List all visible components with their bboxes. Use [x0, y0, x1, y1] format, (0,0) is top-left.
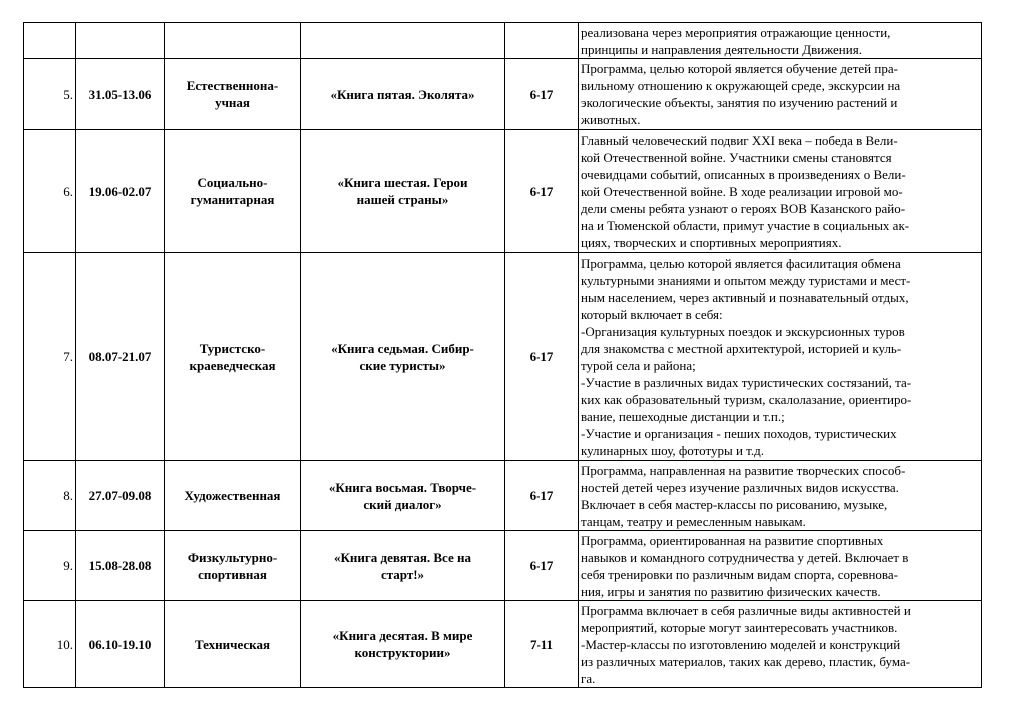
description-line: Программа, ориентированная на развитие спортивных — [581, 532, 884, 548]
book-title-cell — [301, 253, 505, 461]
direction-line: Физкультурно- — [187, 549, 278, 565]
book-title-line: «Книга пятая. Эколята» — [330, 86, 475, 102]
direction-line: гуманитарная — [190, 192, 275, 207]
row-number — [24, 253, 76, 461]
description-line: турой села и района; — [581, 357, 696, 373]
description-line: кой Отечественной войне. Участники смены становятся — [581, 149, 892, 165]
description-line: дели смены ребята узнают о героях ВОВ Казанского райо- — [581, 200, 906, 216]
direction-cell — [165, 23, 301, 59]
book-title-cell — [301, 531, 505, 601]
book-title-line: нашей страны» — [356, 192, 449, 207]
direction-cell — [165, 59, 301, 130]
age-range-text: 6-17 — [529, 488, 554, 503]
description-line: реализована через мероприятия отражающие ценности, — [581, 24, 891, 40]
table-row — [24, 461, 982, 531]
row-number-text: 5. — [63, 86, 73, 102]
description-line: навыков и командного сотрудничества у детей. Включает в — [581, 549, 909, 565]
table-row — [24, 601, 982, 688]
description-line: из различных материалов, таких как дерево, пластик, бума- — [581, 653, 911, 669]
book-title-cell — [301, 601, 505, 688]
description-line: -Организация культурных поездок и экскурсионных туров — [581, 323, 905, 339]
direction-cell — [165, 253, 301, 461]
age-range — [505, 130, 579, 253]
shift-dates-text: 15.08-28.08 — [88, 558, 152, 573]
shift-dates — [76, 253, 165, 461]
book-title-line: «Книга шестая. Герои — [337, 175, 468, 190]
age-range-text: 7-11 — [529, 636, 554, 652]
shift-dates — [76, 59, 165, 130]
description-line: культурными знаниями и опытом между туристами и мест- — [581, 272, 911, 288]
age-range-text: 6-17 — [529, 183, 554, 199]
age-range — [505, 23, 579, 59]
row-number-text: 10. — [56, 636, 73, 652]
shift-dates — [76, 23, 165, 59]
description-cell — [579, 23, 982, 59]
description-line: Включает в себя мастер-классы по рисованию, музыке, — [581, 496, 888, 512]
description-line: ностей детей через изучение различных видов искусства. — [581, 479, 899, 495]
age-range-text: 6-17 — [529, 349, 554, 364]
book-title-cell — [301, 130, 505, 253]
description-line: танцам, театру и ремесленным навыкам. — [581, 513, 806, 529]
description-line: Главный человеческий подвиг XXI века – победа в Вели- — [581, 132, 898, 148]
book-title-line: «Книга девятая. Все на — [334, 549, 471, 565]
age-range — [505, 461, 579, 531]
shift-dates — [76, 601, 165, 688]
direction-line: Туристско- — [199, 340, 266, 356]
description-line: циях, творческих и спортивных мероприятиях. — [581, 234, 842, 250]
row-number-text: 7. — [63, 349, 73, 364]
row-number-text: 6. — [63, 183, 73, 199]
direction-cell — [165, 130, 301, 253]
description-line: мероприятий, которые могут заинтересовать участников. — [581, 619, 898, 635]
shift-dates — [76, 461, 165, 531]
row-number — [24, 461, 76, 531]
description-line: для знакомства с местной архитектурой, историей и куль- — [581, 340, 902, 356]
age-range — [505, 601, 579, 688]
direction-cell — [165, 461, 301, 531]
table-row — [24, 59, 982, 130]
direction-line: спортивная — [198, 566, 267, 582]
direction-line: краеведческая — [189, 357, 276, 373]
book-title-cell — [301, 23, 505, 59]
book-title-cell — [301, 59, 505, 130]
shift-dates — [76, 531, 165, 601]
description-line: ным населением, через активный и познавательный отдых, — [581, 289, 909, 305]
description-cell — [579, 130, 982, 253]
description-line: себя тренировки по различным видам спорта, соревнова- — [581, 566, 898, 582]
description-line: животных. — [581, 112, 641, 127]
shift-dates-text: 27.07-09.08 — [88, 488, 152, 503]
table-row — [24, 531, 982, 601]
description-line: вание, пешеходные дистанции и т.п.; — [581, 408, 785, 424]
description-line: очевидцами событий, описанных в произведениях о Вели- — [581, 166, 906, 182]
description-line: принципы и направления деятельности Движения. — [581, 41, 862, 57]
book-title-line: «Книга седьмая. Сибир- — [331, 340, 474, 356]
description-cell — [579, 59, 982, 130]
description-line: вильному отношению к окружающей среде, экскурсии на — [581, 78, 901, 93]
direction-line: Естественнона- — [186, 78, 279, 93]
description-cell — [579, 601, 982, 688]
description-cell — [579, 253, 982, 461]
row-number-text: 8. — [63, 488, 73, 503]
description-line: ния, игры и занятия по развитию физических качеств. — [581, 583, 881, 599]
shift-dates-text: 08.07-21.07 — [88, 349, 152, 364]
table-row — [24, 130, 982, 253]
book-title-cell — [301, 461, 505, 531]
book-title-line: ские туристы» — [359, 357, 446, 373]
row-number — [24, 59, 76, 130]
row-number — [24, 531, 76, 601]
row-number — [24, 601, 76, 688]
description-line: -Участие в различных видах туристических состязаний, та- — [581, 374, 912, 390]
description-cell — [579, 461, 982, 531]
book-title-line: «Книга восьмая. Творче- — [328, 479, 477, 495]
program-table — [23, 22, 982, 688]
row-number-text: 9. — [63, 558, 73, 573]
shift-dates — [76, 130, 165, 253]
description-line: -Мастер-классы по изготовлению моделей и конструкций — [581, 636, 901, 652]
direction-line: Техническая — [194, 636, 271, 652]
age-range-text: 6-17 — [529, 86, 554, 102]
book-title-line: конструктории» — [354, 645, 451, 660]
table-row — [24, 23, 982, 59]
description-line: экологические объекты, занятия по изучению растений и — [581, 95, 898, 110]
description-line: Программа, направленная на развитие творческих способ- — [581, 462, 906, 478]
direction-line: учная — [215, 95, 250, 110]
book-title-line: старт!» — [380, 566, 425, 582]
age-range — [505, 531, 579, 601]
description-line: кой Отечественной войне. В ходе реализации игровой мо- — [581, 183, 903, 199]
description-cell — [579, 531, 982, 601]
direction-cell — [165, 601, 301, 688]
description-line: Программа, целью которой является обучение детей пра- — [581, 61, 898, 76]
row-number — [24, 130, 76, 253]
row-number — [24, 23, 76, 59]
direction-line: Художественная — [184, 488, 281, 503]
description-line: кулинарных шоу, фототуры и т.д. — [581, 442, 764, 458]
book-title-line: «Книга десятая. В мире — [332, 628, 473, 643]
description-line: га. — [581, 670, 596, 686]
table-row — [24, 253, 982, 461]
shift-dates-text: 06.10-19.10 — [88, 636, 152, 652]
description-line: Программа включает в себя различные виды активностей и — [581, 602, 911, 618]
shift-dates-text: 19.06-02.07 — [88, 183, 152, 199]
age-range — [505, 59, 579, 130]
description-line: -Участие и организация - пеших походов, туристических — [581, 425, 897, 441]
direction-line: Социально- — [197, 175, 268, 190]
book-title-line: ский диалог» — [363, 496, 442, 512]
description-line: Программа, целью которой является фасилитация обмена — [581, 255, 901, 271]
shift-dates-text: 31.05-13.06 — [88, 86, 152, 102]
age-range-text: 6-17 — [529, 558, 554, 573]
age-range — [505, 253, 579, 461]
direction-cell — [165, 531, 301, 601]
description-line: который включает в себя: — [581, 306, 723, 322]
description-line: на и Тюменской области, примут участие в социальных ак- — [581, 217, 910, 233]
description-line: ких как образовательный туризм, скалолазание, ориентиро- — [581, 391, 912, 407]
